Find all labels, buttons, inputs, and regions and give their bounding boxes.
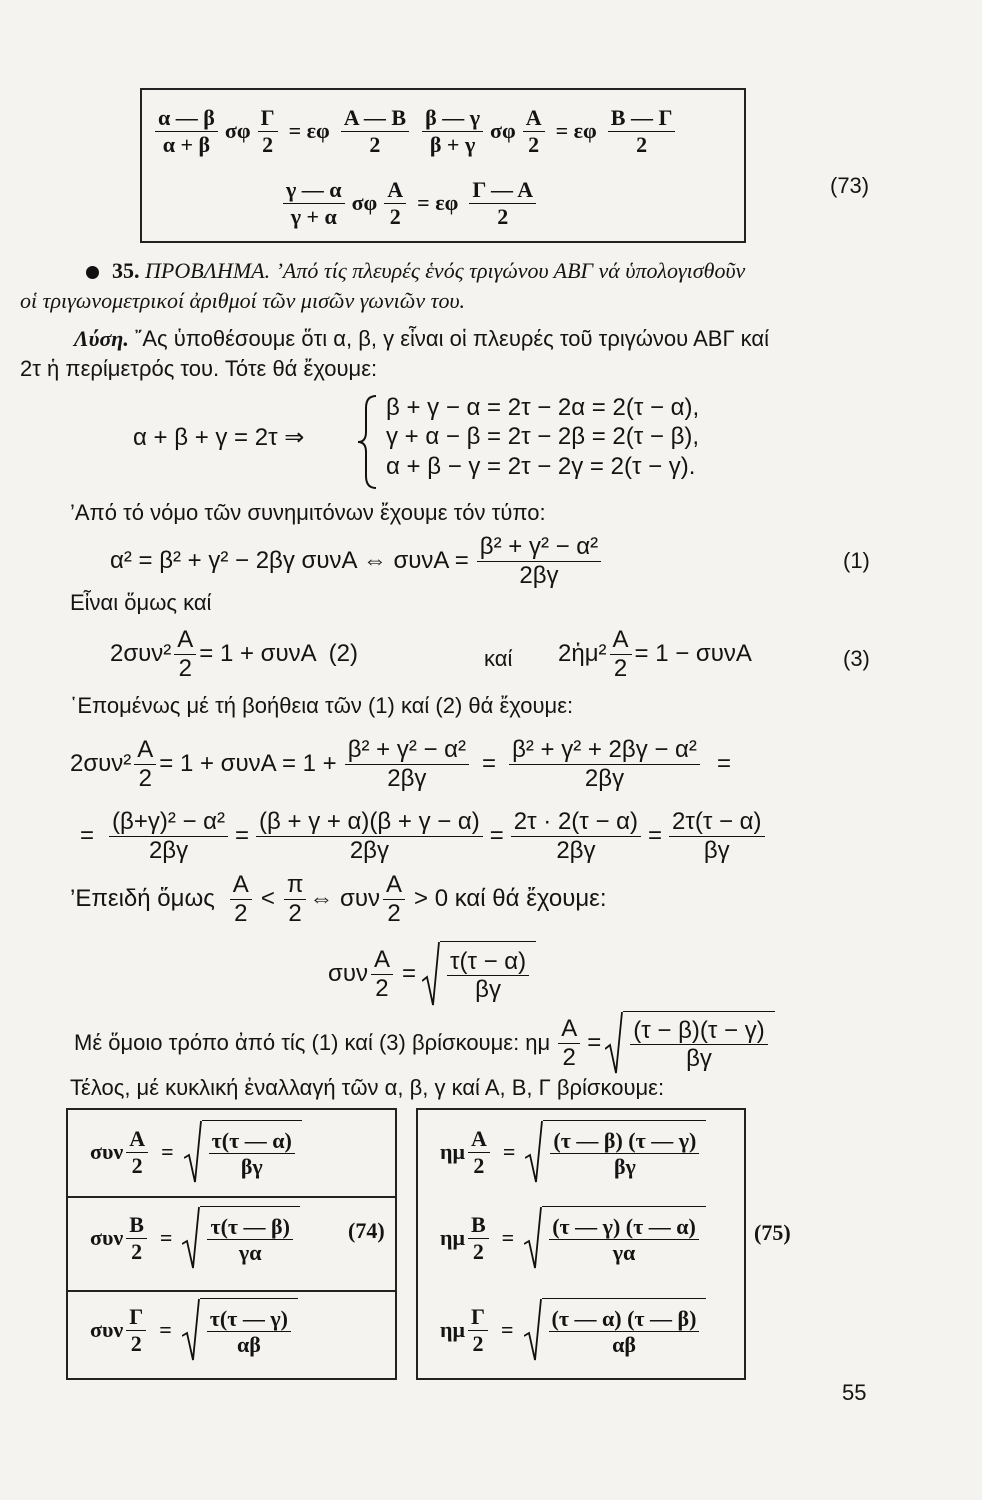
frac-num: (β + γ + α)(β + γ − α) <box>256 809 483 836</box>
sin-half-eq: = <box>587 1029 602 1056</box>
solution-label: Λύση. <box>74 326 129 351</box>
sin-half-line <box>74 1010 775 1076</box>
frac-num: Α <box>371 947 393 974</box>
since-post: > 0 καί θά ἔχουμε: <box>414 885 607 912</box>
frac-den: αβ <box>612 1332 636 1357</box>
identity-3-post: = 1 − συνΑ <box>634 640 752 667</box>
frac-den: 2βγ <box>556 836 596 864</box>
frac-den: 2 <box>288 899 302 927</box>
frac-den: 2 <box>613 654 628 682</box>
derivation-line-2 <box>80 805 768 867</box>
frac-den: 2 <box>262 131 274 157</box>
frac-num: Β — Γ <box>608 106 676 131</box>
problem-title: ΠΡΟΒΛΗΜΑ. <box>145 258 271 283</box>
derivation-intro: ῾Επομένως μέ τή βοήθεια τῶν (1) καί (2) θά ἔχουμε: <box>70 693 574 718</box>
frac-den: γα <box>238 1240 262 1265</box>
sqrt-radical <box>184 1120 302 1184</box>
deriv-pre: 2συν² <box>70 750 132 777</box>
derivation-line-1 <box>70 733 731 795</box>
box74-row-3 <box>90 1298 298 1362</box>
frac-den: 2 <box>472 1238 484 1264</box>
frac-num: Α <box>134 737 156 764</box>
frac-den: 2βγ <box>148 836 189 864</box>
box75-row-2 <box>440 1206 706 1270</box>
formula-73-row-1 <box>152 100 678 162</box>
frac-den: βγ <box>613 1154 636 1179</box>
frac-num: Α <box>468 1127 490 1152</box>
identity-3-pre: 2ἡμ² <box>558 640 607 667</box>
frac-num: π <box>284 872 307 899</box>
equals-sign: = <box>500 1317 514 1342</box>
equals-sign: = <box>501 1225 515 1250</box>
frac-num: Γ <box>258 106 278 131</box>
problem-number: 35. <box>112 258 140 283</box>
func-name: συν <box>90 1225 124 1250</box>
finally-text: Τέλος, μέ κυκλική ἐναλλαγή τῶν α, β, γ καί Α, Β, Γ βρίσκουμε: <box>70 1075 665 1100</box>
cosine-law-formula <box>110 530 604 592</box>
sqrt-icon <box>524 1206 542 1270</box>
identity-3 <box>558 623 752 685</box>
identity-2 <box>110 623 358 685</box>
frac-num: τ(τ — β) <box>207 1215 293 1240</box>
frac-num: α — β <box>155 106 218 131</box>
frac-den: 2 <box>497 203 509 229</box>
equation-label-75: (75) <box>754 1220 791 1245</box>
frac-num: τ(τ — γ) <box>207 1307 291 1332</box>
sqrt-icon <box>605 1011 623 1075</box>
cosine-law-lhs: α² = β² + γ² − 2βγ συνΑ ⇔ συνΑ = <box>110 547 469 574</box>
frac-den: βγ <box>240 1154 263 1179</box>
frac-den: α + β <box>162 131 211 157</box>
identity-2-pre: 2συν² <box>110 640 172 667</box>
deriv-eq: = <box>648 822 663 849</box>
frac-den: 2 <box>138 764 152 792</box>
frac-num: β — γ <box>422 106 483 131</box>
deriv-eq: = <box>235 822 250 849</box>
frac-den: 2 <box>473 1152 485 1178</box>
frac-den: 2βγ <box>349 836 389 864</box>
frac-num: Γ <box>126 1305 146 1330</box>
sqrt-radical <box>605 1011 774 1075</box>
frac-num: Α <box>384 178 406 203</box>
and-text: καί <box>484 646 513 671</box>
frac-num: Γ — Α <box>469 178 536 203</box>
frac-den: 2βγ <box>584 764 625 792</box>
sqrt-radical <box>524 1298 707 1362</box>
frac-den: γα <box>612 1240 636 1265</box>
deriv-eq: = <box>80 822 95 849</box>
box75-row-3 <box>440 1298 706 1362</box>
solution-line-1 <box>74 326 769 352</box>
equation-label-74: (74) <box>348 1218 385 1243</box>
op-cot: σφ <box>351 190 378 215</box>
frac-num: Α <box>610 627 632 654</box>
frac-den: 2 <box>562 1043 576 1071</box>
deriv-mid: = 1 + συνΑ = 1 + <box>159 750 337 777</box>
frac-den: γ + α <box>290 203 337 229</box>
cosine-law-intro: ’Από τό νόμο τῶν συνημιτόνων ἔχουμε τόν τύπο: <box>70 500 546 525</box>
sqrt-radical <box>524 1206 706 1270</box>
frac-num: Α <box>174 627 196 654</box>
sqrt-icon <box>184 1120 202 1184</box>
frac-den: 2 <box>375 974 389 1002</box>
frac-den: 2 <box>389 203 401 229</box>
problem-text-2: οἱ τριγωνομετρικοί ἀριθμοί τῶν μισῶν γωνιῶν του. <box>20 288 466 313</box>
frac-num: 2τ · 2(τ − α) <box>511 809 641 836</box>
func-name: ημ <box>440 1225 465 1250</box>
frac-den: 2 <box>369 131 381 157</box>
frac-num: (β+γ)² − α² <box>109 809 228 836</box>
frac-den: αβ <box>236 1332 261 1357</box>
equation-label-3: (3) <box>843 646 870 671</box>
frac-den: 2 <box>528 131 540 157</box>
frac-den: βγ <box>475 976 501 1003</box>
bullet-icon <box>86 266 99 279</box>
sqrt-icon <box>182 1206 200 1270</box>
frac-num: (τ − β)(τ − γ) <box>630 1018 767 1045</box>
eq-tan: = εφ <box>417 190 459 215</box>
op-cot: σφ <box>224 118 251 143</box>
eq-tan: = εφ <box>555 118 597 143</box>
cos-half-eq: = <box>401 960 416 987</box>
frac-num: (τ — β) (τ — γ) <box>550 1129 699 1154</box>
since-pre: ’Επειδή ὅμως <box>70 885 215 912</box>
sqrt-icon <box>524 1298 542 1362</box>
frac-den: 2βγ <box>519 561 559 589</box>
frac-num: τ(τ — α) <box>209 1129 295 1154</box>
frac-den: βγ <box>686 1045 712 1072</box>
frac-den: 2 <box>387 899 401 927</box>
system-eq-2: γ + α − β = 2τ − 2β = 2(τ − β), <box>386 423 700 450</box>
frac-num: 2τ(τ − α) <box>669 809 765 836</box>
since-line <box>70 868 607 930</box>
frac-den: β + γ <box>429 131 476 157</box>
frac-num: Α <box>523 106 545 131</box>
problem-text-1: ’Από τίς πλευρές ἑνός τριγώνου ΑΒΓ νά ὑπολογισθοῦν <box>270 258 746 283</box>
sqrt-radical <box>182 1298 298 1362</box>
frac-den: 2 <box>130 1330 142 1356</box>
since-lt: < <box>260 885 275 912</box>
sqrt-radical <box>182 1206 300 1270</box>
frac-den: βγ <box>703 836 730 864</box>
sqrt-radical <box>525 1120 706 1184</box>
sin-half-pre: Μέ ὅμοιο τρόπο ἀπό τίς (1) καί (3) βρίσκουμε: ημ <box>74 1030 551 1055</box>
frac-num: (τ — γ) (τ — α) <box>549 1215 699 1240</box>
system-lhs: α + β + γ = 2τ ⇒ <box>133 424 305 451</box>
frac-den: 2 <box>178 654 192 682</box>
frac-num: Γ <box>468 1305 488 1330</box>
sqrt-icon <box>525 1120 543 1184</box>
frac-den: 2 <box>131 1152 143 1178</box>
func-name: ημ <box>440 1317 465 1342</box>
frac-num: Β <box>126 1213 147 1238</box>
frac-den: 2 <box>234 899 248 927</box>
equation-label-1: (1) <box>843 548 870 573</box>
problem-heading <box>112 258 745 284</box>
identity-2-post: = 1 + συνΑ (2) <box>199 640 358 667</box>
sqrt-radical <box>422 941 536 1007</box>
func-name: συν <box>90 1317 124 1342</box>
equation-label-73: (73) <box>830 173 870 198</box>
equals-sign: = <box>502 1139 516 1164</box>
deriv-eq: = <box>482 750 497 777</box>
frac-num: Β <box>468 1213 489 1238</box>
cos-half-formula <box>328 940 536 1008</box>
frac-num: (τ — α) (τ — β) <box>549 1307 700 1332</box>
equals-sign: = <box>159 1225 173 1250</box>
sqrt-icon <box>182 1298 200 1362</box>
frac-num: γ — α <box>283 178 345 203</box>
frac-num: Α — Β <box>341 106 409 131</box>
curly-brace <box>356 394 380 490</box>
page-number: 55 <box>842 1380 867 1405</box>
func-name: ημ <box>440 1139 465 1164</box>
formula-73-row-2 <box>280 172 539 234</box>
deriv-eq: = <box>716 750 731 777</box>
op-cot: σφ <box>490 118 516 143</box>
frac-num: β² + γ² − α² <box>477 534 601 561</box>
box74-row-2 <box>90 1206 300 1270</box>
box75-row-1 <box>440 1120 706 1184</box>
system-eq-3: α + β − γ = 2τ − 2γ = 2(τ − γ). <box>386 453 696 480</box>
frac-num: τ(τ − α) <box>447 949 529 976</box>
func-name: συν <box>90 1139 124 1164</box>
since-mid: ⇔ συν <box>309 885 380 912</box>
frac-den: 2 <box>636 131 648 157</box>
cos-half-pre: συν <box>328 960 368 987</box>
solution-text-1: ῎Ας ὑποθέσουμε ὅτι α, β, γ εἶναι οἱ πλευρές τοῦ τριγώνου ΑΒΓ καί <box>128 326 770 351</box>
also-text: Εἶναι ὅμως καί <box>70 590 212 615</box>
frac-num: β² + γ² + 2βγ − α² <box>509 737 700 764</box>
frac-den: 2βγ <box>387 764 427 792</box>
frac-num: β² + γ² − α² <box>345 737 469 764</box>
frac-num: Α <box>383 872 405 899</box>
equals-sign: = <box>159 1317 172 1342</box>
frac-den: 2 <box>472 1330 484 1356</box>
frac-den: 2 <box>131 1238 143 1264</box>
sqrt-icon <box>422 941 440 1007</box>
system-eq-1: β + γ − α = 2τ − 2α = 2(τ − α), <box>386 394 700 421</box>
frac-num: Α <box>126 1127 148 1152</box>
deriv-eq: = <box>489 822 504 849</box>
frac-num: Α <box>558 1016 580 1043</box>
eq-tan: = εφ <box>288 118 330 143</box>
equals-sign: = <box>161 1139 174 1164</box>
frac-num: Α <box>230 872 252 899</box>
solution-text-2: 2τ ἡ περίμετρός του. Τότε θά ἔχουμε: <box>20 356 378 381</box>
box74-row-1 <box>90 1120 302 1184</box>
